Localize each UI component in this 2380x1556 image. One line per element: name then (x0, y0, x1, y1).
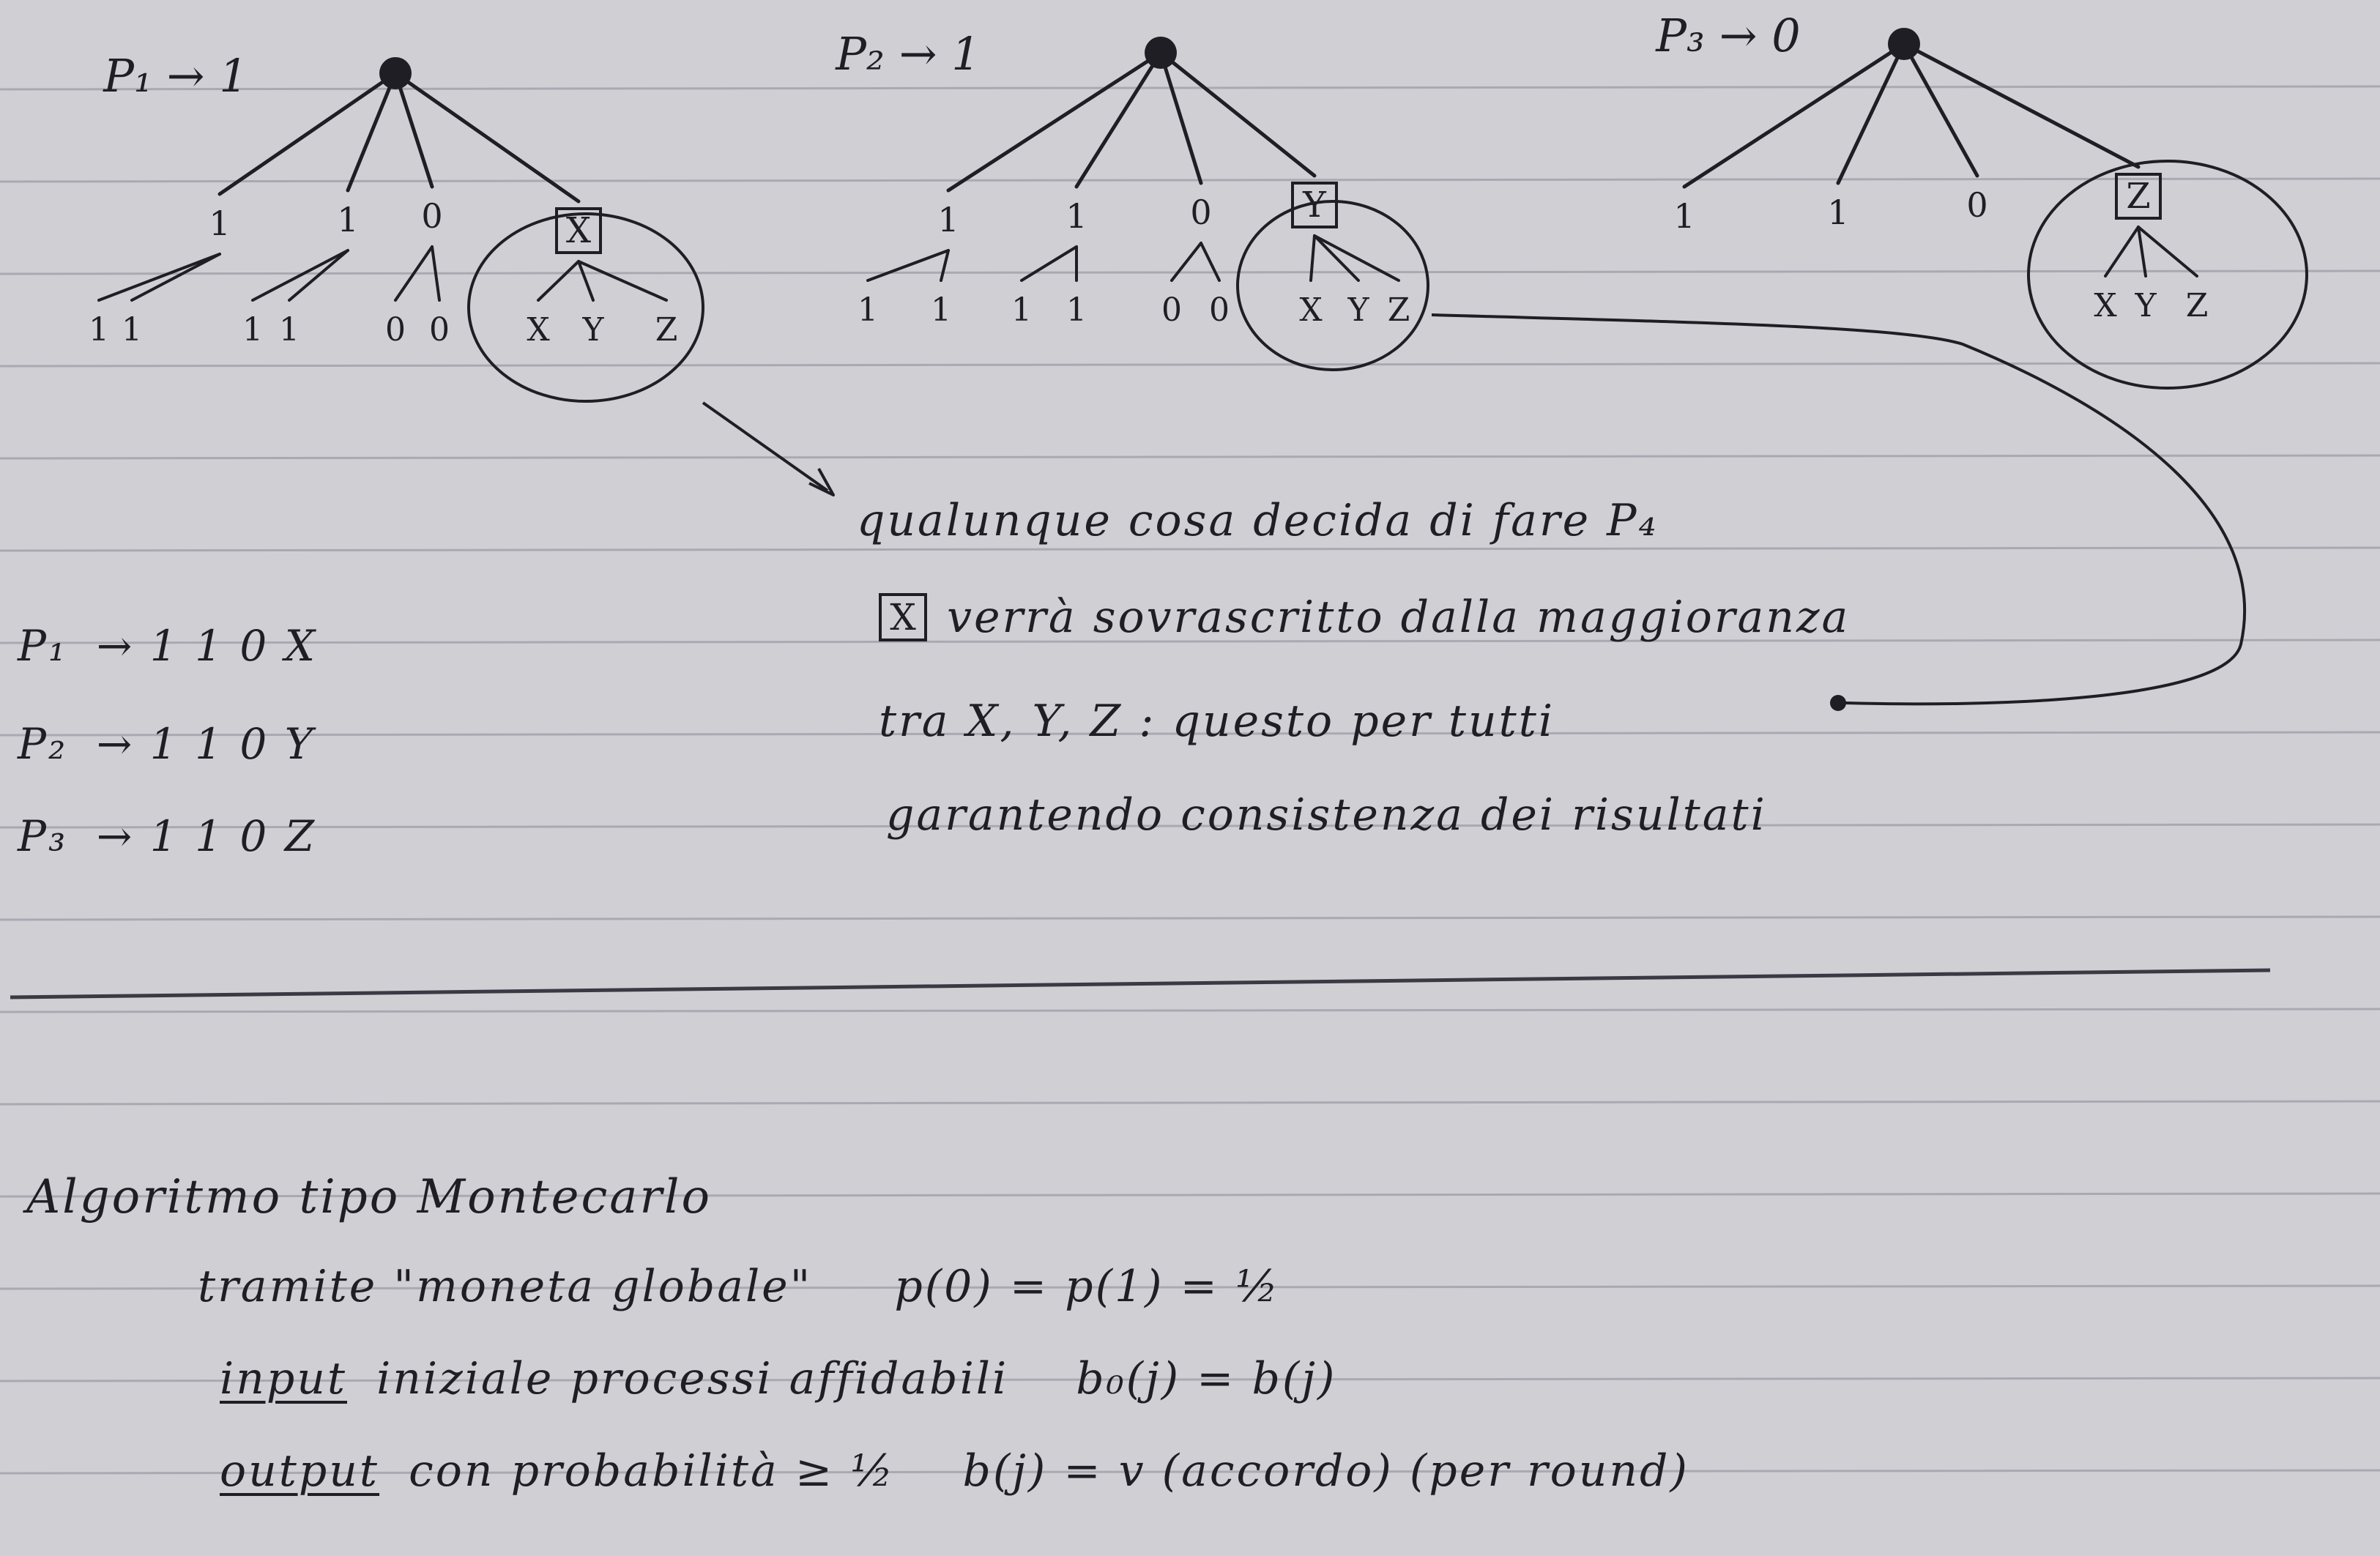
output-label: output (220, 1445, 380, 1497)
leaf-edge (2105, 227, 2138, 276)
ruled-line (0, 917, 2380, 920)
note-line-2 (879, 592, 1850, 643)
ruled-line (0, 1009, 2380, 1012)
tree-p2 (835, 27, 1428, 370)
leaf-value: 0 (1161, 291, 1182, 329)
leaf-edge (868, 250, 948, 280)
algorithm-line-1 (198, 1261, 1280, 1312)
leaf-value: 1 (279, 311, 300, 349)
assignment-p3 (18, 811, 316, 861)
tree-root-label: P₁ → 1 (103, 49, 248, 103)
leaf-value: 1 (1011, 291, 1032, 329)
tree-edge (1161, 53, 1201, 183)
child-value: 1 (1673, 196, 1695, 236)
tree-edge (395, 73, 432, 187)
child-value: 1 (1066, 196, 1087, 236)
child-value: Y (1303, 185, 1326, 226)
leaf-value: 0 (429, 311, 450, 349)
leaf-edge (1311, 236, 1314, 280)
leaf-value: 1 (122, 311, 142, 349)
ruled-line (0, 548, 2380, 551)
tree-edge (1076, 53, 1161, 187)
tree-root-label: P₃ → 0 (1656, 9, 1801, 62)
leaf-value: Z (655, 311, 678, 349)
assignment-values: → 1 1 0 X (96, 621, 318, 671)
leaf-value: Y (2135, 287, 2157, 324)
tree-edge (1161, 53, 1314, 176)
algorithm-title: Algoritmo tipo Montecarlo (26, 1170, 713, 1224)
leaf-value: 1 (1066, 291, 1087, 329)
leaf-edge (132, 254, 220, 300)
leaf-value: 0 (1209, 291, 1230, 329)
assignment-values: → 1 1 0 Y (96, 719, 316, 769)
ruled-line (0, 271, 2380, 274)
leaf-edge (1022, 247, 1076, 280)
child-value: Z (2126, 176, 2151, 217)
child-value: 1 (209, 204, 231, 243)
note-line-2-text: verrà sovrascritto dalla maggioranza (947, 592, 1851, 643)
leaf-value: X (2094, 287, 2117, 324)
coin-formula: p(0) = p(1) = ½ (894, 1261, 1281, 1312)
leaf-value: Y (1347, 291, 1369, 329)
tree-diagrams (89, 9, 2307, 401)
leaf-edge (941, 250, 948, 280)
leaf-edge (1314, 236, 1399, 280)
leaf-value: 1 (858, 291, 878, 329)
assignment-label: P₁ (18, 621, 68, 671)
leaf-value: Y (582, 311, 604, 349)
input-text: iniziale processi affidabili (376, 1353, 1009, 1404)
input-label: input (220, 1353, 347, 1404)
child-value: X (565, 210, 592, 251)
assignment-values: → 1 1 0 Z (96, 811, 317, 861)
leaf-value: 0 (385, 311, 406, 349)
leaf-value: X (527, 311, 550, 349)
leaf-value: X (1299, 291, 1323, 329)
leaf-edge (2138, 227, 2197, 276)
tree-root-label: P₂ → 1 (836, 27, 981, 81)
leaf-value: Z (1387, 291, 1410, 329)
leaf-edge (538, 261, 579, 300)
tree-p3 (1655, 9, 2307, 388)
output-text: con probabilità ≥ ½ (409, 1445, 896, 1497)
algorithm-line-3 (220, 1445, 1689, 1497)
ruled-line (0, 363, 2380, 366)
ruled-line (0, 179, 2380, 182)
leaf-value: Z (2185, 287, 2209, 324)
ruled-line (0, 455, 2380, 458)
leaf-value: 1 (931, 291, 951, 329)
note-line-1: qualunque cosa decida di fare P₄ (857, 495, 1659, 546)
leaf-edge (1172, 243, 1201, 280)
ruled-line (0, 86, 2380, 89)
child-value: 1 (337, 200, 359, 239)
highlight-circle (2028, 161, 2307, 388)
assignment-label: P₃ (18, 811, 68, 861)
child-value: 0 (1190, 193, 1212, 232)
section-divider (10, 970, 2270, 997)
leaf-value: 1 (242, 311, 263, 349)
note-boxed-x: X (879, 593, 927, 641)
child-value: 1 (1827, 193, 1849, 232)
tree-p1 (89, 49, 703, 401)
leaf-edge (2138, 227, 2146, 276)
note-line-3: tra X, Y, Z : questo per tutti (879, 696, 1555, 747)
leaf-value: 1 (89, 311, 109, 349)
output-formula: b(j) = v (accordo) (per round) (962, 1445, 1689, 1497)
ruled-line (0, 1101, 2380, 1104)
assignment-p2 (18, 719, 315, 769)
child-value: 0 (421, 196, 443, 236)
algorithm-line-2 (220, 1353, 1336, 1404)
arrow-line (703, 403, 828, 491)
child-value: 1 (937, 200, 959, 239)
leaf-edge (1314, 236, 1358, 280)
connector-dot (1830, 695, 1846, 711)
assignment-label: P₂ (18, 719, 68, 769)
leaf-edge (1201, 243, 1219, 280)
assignment-p1 (18, 621, 317, 671)
note-line-4: garantendo consistenza dei risultati (886, 789, 1767, 841)
child-value: 0 (1966, 185, 1988, 225)
leaf-edge (99, 254, 220, 300)
coin-text: tramite "moneta globale" (198, 1261, 813, 1312)
input-formula: b₀(j) = b(j) (1076, 1353, 1337, 1404)
